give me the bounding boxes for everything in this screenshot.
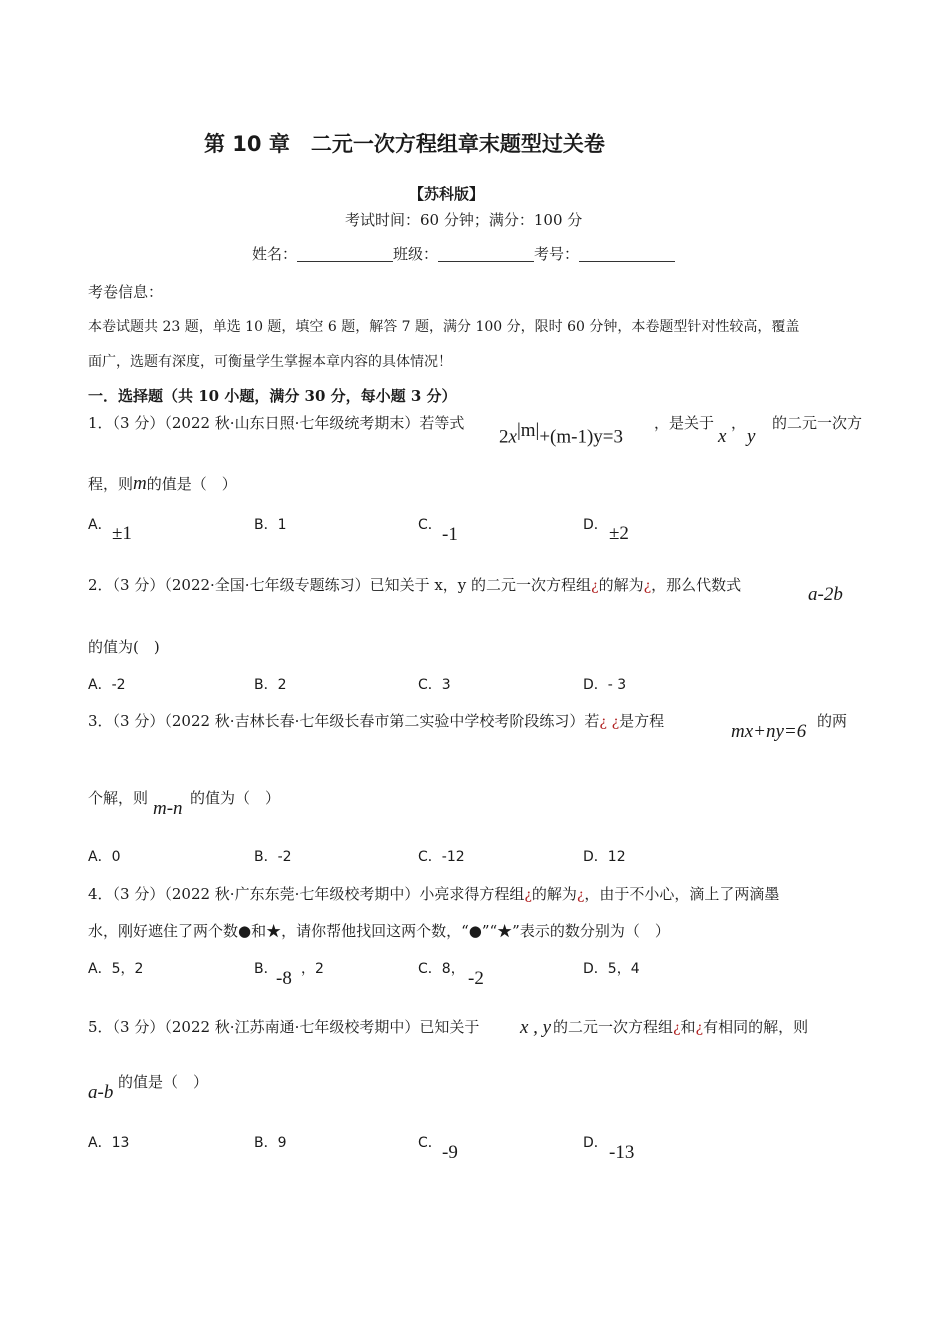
q4-option-d[interactable]: D．5，4 <box>583 961 640 977</box>
question-2-line-2: 的值为( ) <box>88 638 160 656</box>
question-2-stem: 2．（3 分）（2022·全国·七年级专题练习）已知关于 x，y 的二元一次方程组¿的解为¿，那么代数式 <box>88 576 742 594</box>
q3-option-b[interactable]: B．-2 <box>254 849 292 865</box>
exam-meta: 考试时间：60 分钟；满分：100 分 <box>345 211 583 229</box>
equation-placeholder-mark: ¿ <box>643 578 652 594</box>
section-heading: 一．选择题（共 10 小题，满分 30 分，每小题 3 分） <box>88 387 457 405</box>
q4-option-b[interactable]: B． <box>254 961 278 977</box>
question-5-vars: x , y <box>520 1017 552 1038</box>
q1-option-c-value: -1 <box>442 524 458 545</box>
question-3-equation: mx+ny=6 <box>731 721 807 742</box>
q3-option-a[interactable]: A．0 <box>88 849 121 865</box>
q5-option-b[interactable]: B．9 <box>254 1135 287 1151</box>
question-1-sep: ， <box>731 414 747 432</box>
number-label: 考号： <box>534 245 580 263</box>
q5-option-d-value: -13 <box>609 1142 635 1163</box>
equation-placeholder-mark: ¿ <box>591 578 599 594</box>
info-heading: 考卷信息： <box>88 283 164 301</box>
question-5-stem-cont: 的二元一次方程组¿和¿有相同的解，则 <box>553 1018 809 1036</box>
q1-option-b[interactable]: B．1 <box>254 517 287 533</box>
q3-option-d[interactable]: D．12 <box>583 849 626 865</box>
question-5-stem: 5．（3 分）（2022 秋·江苏南通·七年级校考期中）已知关于 <box>88 1018 480 1036</box>
q2-option-d[interactable]: D．- 3 <box>583 677 627 693</box>
q1-option-c[interactable]: C． <box>418 517 442 533</box>
name-label: 姓名： <box>252 245 298 263</box>
question-3-line-2: 个解，则 <box>88 789 149 807</box>
question-3-stem: 3．（3 分）（2022 秋·吉林长春·七年级长春市第二实验中学校考阶段练习）若¿ ¿是方程 <box>88 712 665 730</box>
q1-option-a-value: ±1 <box>112 523 132 544</box>
question-3-stem-end: 的两 <box>817 712 848 730</box>
question-5-expression: a-b <box>88 1082 114 1103</box>
q4-option-a[interactable]: A．5，2 <box>88 961 144 977</box>
question-4-line-2: 水，刚好遮住了两个数●和★，请你帮他找回这两个数，“●”“★”表示的数分别为（ ） <box>88 922 670 940</box>
question-3-expression: m-n <box>153 798 183 819</box>
info-line-1: 本卷试题共 23 题，单选 10 题，填空 6 题，解答 7 题，满分 100 分，限时 60 分钟，本卷题型针对性较高，覆盖 <box>88 319 800 335</box>
class-label: 班级： <box>393 245 439 263</box>
question-1-line-2: 程，则m的值是（ ） <box>88 473 237 494</box>
q4-option-b-value: -8 <box>276 968 292 989</box>
number-blank[interactable] <box>579 247 675 262</box>
q5-option-c[interactable]: C． <box>418 1135 442 1151</box>
q2-option-b[interactable]: B．2 <box>254 677 287 693</box>
q4-option-c-suffix: -2 <box>468 968 484 989</box>
q5-option-a[interactable]: A．13 <box>88 1135 130 1151</box>
class-blank[interactable] <box>438 247 534 262</box>
q1-option-d-value: ±2 <box>609 523 629 544</box>
name-blank[interactable] <box>297 247 393 262</box>
question-1-stem-end: 的二元一次方 <box>772 414 863 432</box>
edition-label: 【苏科版】 <box>409 185 485 203</box>
question-2-expression: a-2b <box>808 584 843 605</box>
question-1-var-y: y <box>747 426 756 447</box>
q1-option-d[interactable]: D． <box>583 517 608 533</box>
question-1-stem: 1．（3 分）（2022 秋·山东日照·七年级统考期末）若等式 <box>88 414 465 432</box>
student-info-line <box>252 243 675 264</box>
question-1-stem-cont: ，是关于 <box>654 414 715 432</box>
q3-option-c[interactable]: C．-12 <box>418 849 465 865</box>
question-4-stem: 4．（3 分）（2022 秋·广东东莞·七年级校考期中）小亮求得方程组¿的解为¿，由于不小心，滴上了两滴墨 <box>88 885 780 903</box>
question-1-equation: $2x^{|m|}+(m-1)y=3$ <box>499 420 624 448</box>
q4-option-b-suffix: ，2 <box>301 961 324 977</box>
q5-option-c-value: -9 <box>442 1142 458 1163</box>
q5-option-d[interactable]: D． <box>583 1135 608 1151</box>
page-title: 第 10 章 二元一次方程组章末题型过关卷 <box>204 132 605 156</box>
q2-option-a[interactable]: A．-2 <box>88 677 126 693</box>
question-1-var-x: x <box>718 426 727 447</box>
q2-option-c[interactable]: C．3 <box>418 677 451 693</box>
q1-option-a[interactable]: A． <box>88 517 112 533</box>
question-3-line-2-end: 的值为（ ） <box>190 789 281 807</box>
q4-option-c[interactable]: C．8， <box>418 961 465 977</box>
info-line-2: 面广，选题有深度，可衡量学生掌握本章内容的具体情况！ <box>88 354 452 370</box>
question-5-line-2: 的值是（ ） <box>118 1073 209 1091</box>
